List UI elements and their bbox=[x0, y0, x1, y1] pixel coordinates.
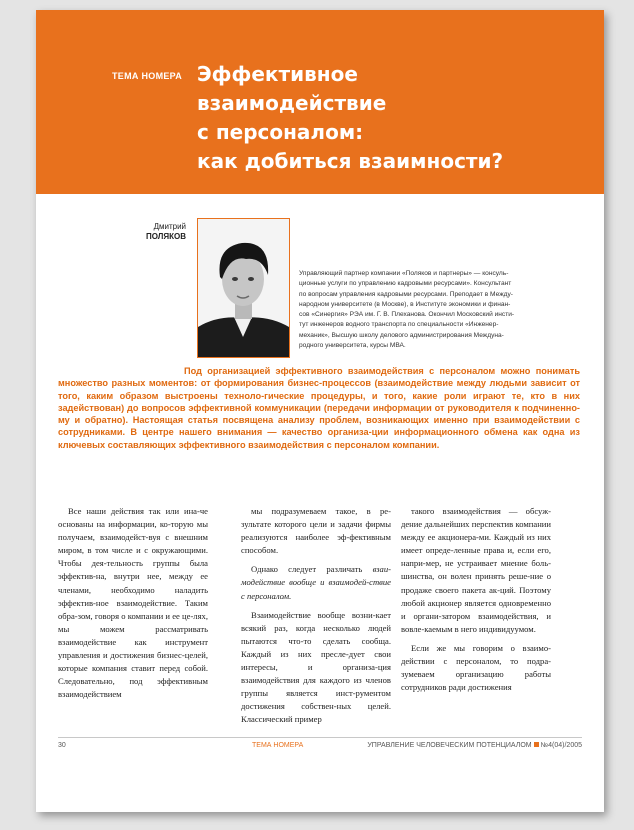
body-column-2 bbox=[241, 505, 391, 727]
italic-phrase: взаи-модействие вообще и взаимодей-ствие с персоналом. bbox=[241, 564, 391, 601]
bio-line: ционные услуги по управлению кадровыми ресурсами». Консультант bbox=[299, 280, 512, 288]
section-rubric: ТЕМА НОМЕРА bbox=[111, 71, 182, 81]
bio-line: народном университете (в Москве), в Институте экономики и финан- bbox=[299, 300, 511, 308]
bio-line: Управляющий партнер компании «Поляков и партнеры» — консуль- bbox=[299, 270, 509, 277]
title-line-2: взаимодействие bbox=[197, 91, 387, 115]
journal-issue: №4(04)/2005 bbox=[540, 742, 582, 749]
author-photo bbox=[197, 218, 290, 358]
body-paragraph: Если же мы говорим о взаимо-действии с персоналом, то подра-зумеваем организацию работы сотрудников ради достижения bbox=[401, 642, 551, 693]
title-banner bbox=[36, 10, 604, 194]
footer-divider bbox=[58, 737, 582, 738]
page-number: 30 bbox=[58, 742, 66, 749]
body-column-1 bbox=[58, 505, 208, 701]
journal-title: УПРАВЛЕНИЕ ЧЕЛОВЕЧЕСКИМ ПОТЕНЦИАЛОМ bbox=[367, 742, 532, 749]
bio-line: родного университета, курсы МВА. bbox=[299, 342, 406, 350]
body-paragraph: такого взаимодействия — обсуж-дение дальнейших перспектив компании между ее акционера-ми. Каждый из них имеет опреде-ленные права и, если его, напри-мер, не устраивает мнение боль-шинства, он волен принять реше-ние о продаже своего пакета ак-ций. Поэтому любой акционер является одновременно и органи-затором взаимодействия, и вовле-каемым в него индивидуумом. bbox=[401, 506, 551, 634]
bio-line: сов «Синергия» РЭА им. Г. В. Плеханова. Окончил Московский инсти- bbox=[299, 311, 515, 319]
lead-paragraph: Под организацией эффективного взаимодействия с персоналом можно понимать множество разных моментов: от формирования бизнес-процессов (взаимодействие между людьми зависит от того, каким образом выстроены техноло-гические процедуры, и того, какие роли играют те, кто в них задействован) до вопросов эффективной коммуникации (передачи информации от руководителя к подчиненно-му и обратно). Настоящая статья посвящена анализу проблем, возникающих именно при взаимодействии с сотрудниками. В центре нашего внимания — качество организа-ции информационного обмена как одна из ключевых составляющих эффективного взаимодействия с персоналом компании. bbox=[58, 366, 580, 450]
author-first-name: Дмитрий bbox=[153, 222, 186, 231]
title-line-3: с персоналом: bbox=[197, 120, 364, 144]
body-column-3 bbox=[401, 505, 551, 694]
article-title bbox=[197, 60, 577, 176]
body-paragraph: Взаимодействие вообще возни-кает всякий раз, когда несколько людей пытаются что-то сделать сообща. Каждый из них пресле-дует свои интересы, и организа-ция взаимодействия для каждого из членов группы является инст-рументом достижения собствен-ных целей. Классический пример bbox=[241, 609, 391, 725]
square-icon bbox=[534, 742, 539, 747]
magazine-page bbox=[36, 10, 604, 812]
body-paragraph: мы подразумеваем такое, в ре-зультате которого цели и задачи фирмы реализуются наиболее эф-фективным способом. bbox=[241, 506, 391, 556]
paragraph-text: Однако следует различать bbox=[251, 564, 373, 575]
author-name bbox=[146, 222, 186, 242]
bio-line: по вопросам управления кадровыми ресурсами. Преподает в Между- bbox=[299, 290, 513, 298]
title-line-1: Эффективное bbox=[197, 62, 358, 86]
footer-journal bbox=[367, 742, 582, 749]
author-last-name: ПОЛЯКОВ bbox=[145, 232, 186, 241]
footer-section: ТЕМА НОМЕРА bbox=[252, 742, 304, 749]
body-paragraph bbox=[241, 563, 391, 602]
body-paragraph: Все наши действия так или ина-че основаны на информации, ко-торую мы получаем, взаимодейст-вуя с внешним миром, в том числе и с окружающими. Чтобы дея-тельность группы была эффектив-на, внутри нее, между ее членами, необходимо наладить эффектив-ное взаимодействие. Таким обра-зом, говоря о компании и ее це-лях, мы можем рассматривать взаимодействие как инструмент управления и достижения бизнес-целей, которые компания ставит перед собой. Следовательно, под эффективным взаимодействием bbox=[58, 506, 208, 700]
bio-line: механик», Высшую школу делового администрирования Междуна- bbox=[299, 331, 504, 339]
portrait-image bbox=[198, 219, 289, 357]
title-line-4: как добиться взаимности? bbox=[197, 149, 504, 173]
bio-line: тут инженеров водного транспорта по специальности «Инженер- bbox=[299, 321, 499, 329]
author-bio bbox=[299, 269, 551, 351]
